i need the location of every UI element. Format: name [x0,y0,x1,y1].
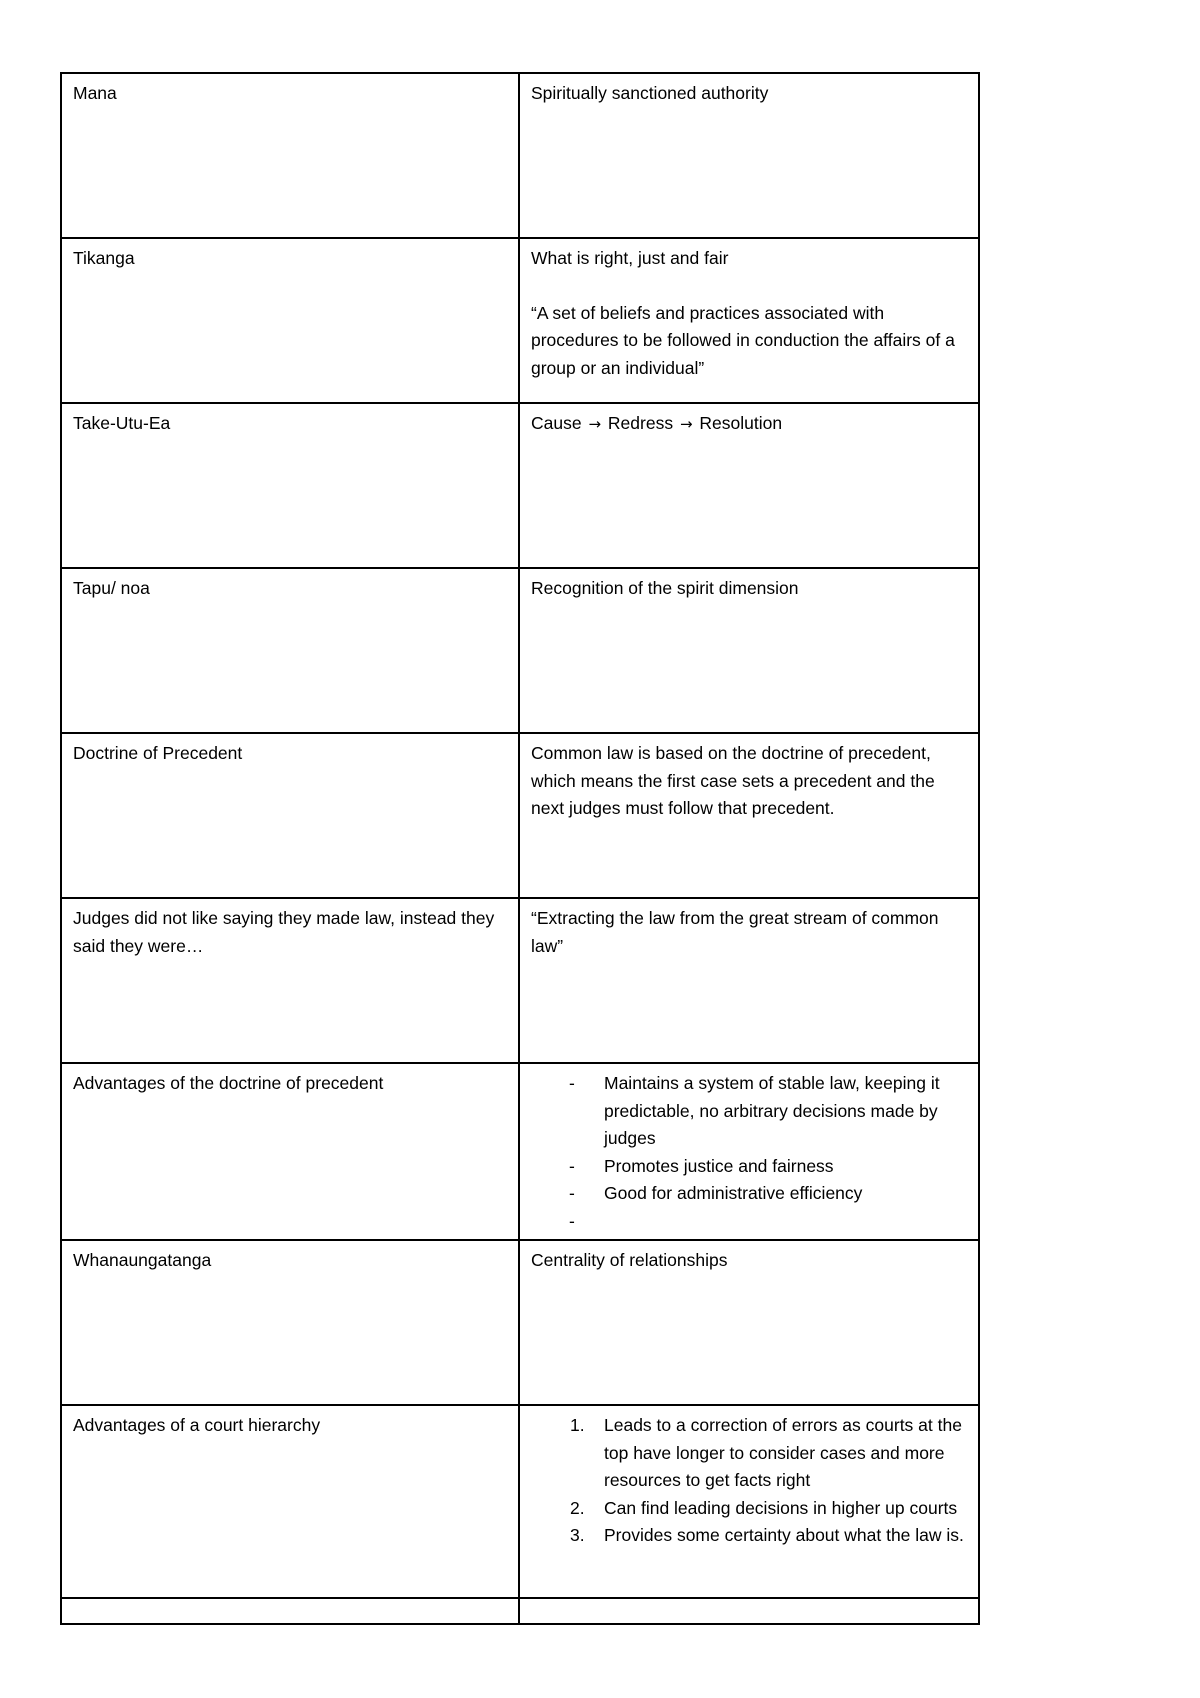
term-cell [61,73,519,238]
term-cell [61,733,519,898]
table-row [61,403,979,568]
table-row [61,1063,979,1240]
list-item [531,1070,968,1153]
definition-text: What is right, just and fair [531,248,729,268]
step-redress: Redress [607,413,674,433]
list-item-text: Leads to a correction of errors as courts at the top have longer to consider cases and more resources to get facts right [604,1415,962,1490]
list-number: 3. [570,1525,585,1545]
definition-cell [519,898,979,1063]
term-cell [61,403,519,568]
definition-cell [519,1405,979,1598]
list-item-text: Provides some certainty about what the law is. [604,1525,964,1545]
term-cell [61,1240,519,1405]
definition-cell [519,568,979,733]
definition-quote: “A set of beliefs and practices associated with procedures to be followed in conduction the affairs of a group or an individual” [531,302,955,378]
list-item [531,1412,968,1495]
term-text: Judges did not like saying they made law, instead they said they were… [73,908,495,956]
list-item [531,1208,968,1236]
dash-marker: - [569,1183,575,1203]
empty-cell [61,1598,519,1624]
term-text: Tapu/ noa [73,578,150,598]
term-text: Take-Utu-Ea [73,413,171,433]
table-row [61,1240,979,1405]
term-text: Whanaungatanga [73,1250,212,1270]
term-cell [61,238,519,403]
term-text: Advantages of the doctrine of precedent [73,1073,384,1093]
glossary-table [60,72,980,1625]
definition-cell [519,1063,979,1240]
term-cell [61,1063,519,1240]
table-row [61,73,979,238]
table-row [61,568,979,733]
empty-cell [519,1598,979,1624]
list-number: 1. [570,1415,585,1435]
list-item [531,1495,968,1523]
list-item-text: Maintains a system of stable law, keeping it predictable, no arbitrary decisions made by judges [604,1073,940,1148]
dash-marker: - [569,1073,575,1093]
definition-cell [519,73,979,238]
list-item [531,1522,968,1550]
definition-text: Spiritually sanctioned authority [531,83,769,103]
term-text: Tikanga [73,248,135,268]
list-item-text: Promotes justice and fairness [604,1155,834,1176]
definition-text: Centrality of relationships [531,1250,728,1270]
list-item-text: Can find leading decisions in higher up courts [604,1497,958,1518]
term-text: Mana [73,83,117,103]
term-cell [61,1405,519,1598]
term-cell [61,568,519,733]
list-item [531,1180,968,1208]
dash-marker: - [569,1155,575,1176]
dash-list [531,1070,968,1235]
list-number: 2. [570,1497,585,1518]
definition-text: Common law is based on the doctrine of precedent, which means the first case sets a precedent and the next judges must follow that precedent. [531,743,935,818]
table-row [61,898,979,1063]
term-text: Advantages of a court hierarchy [73,1415,321,1435]
step-cause: Cause [531,413,582,433]
term-text: Doctrine of Precedent [73,743,243,763]
table-row [61,1405,979,1598]
definition-cell [519,733,979,898]
arrow-right-icon: → [679,415,693,433]
definition-cell [519,1240,979,1405]
definition-text: “Extracting the law from the great stream of common law” [531,908,939,956]
term-cell [61,898,519,1063]
arrow-right-icon: → [588,415,602,433]
list-item [531,1153,968,1181]
definition-cell [519,403,979,568]
list-item-text: Good for administrative efficiency [604,1183,863,1203]
definition-text: Recognition of the spirit dimension [531,578,799,598]
step-resolution: Resolution [699,413,783,433]
table-row [61,733,979,898]
definition-cell [519,238,979,403]
empty-row [61,1598,979,1624]
table-row [61,238,979,403]
numbered-list [531,1412,968,1550]
dash-marker: - [569,1210,575,1231]
